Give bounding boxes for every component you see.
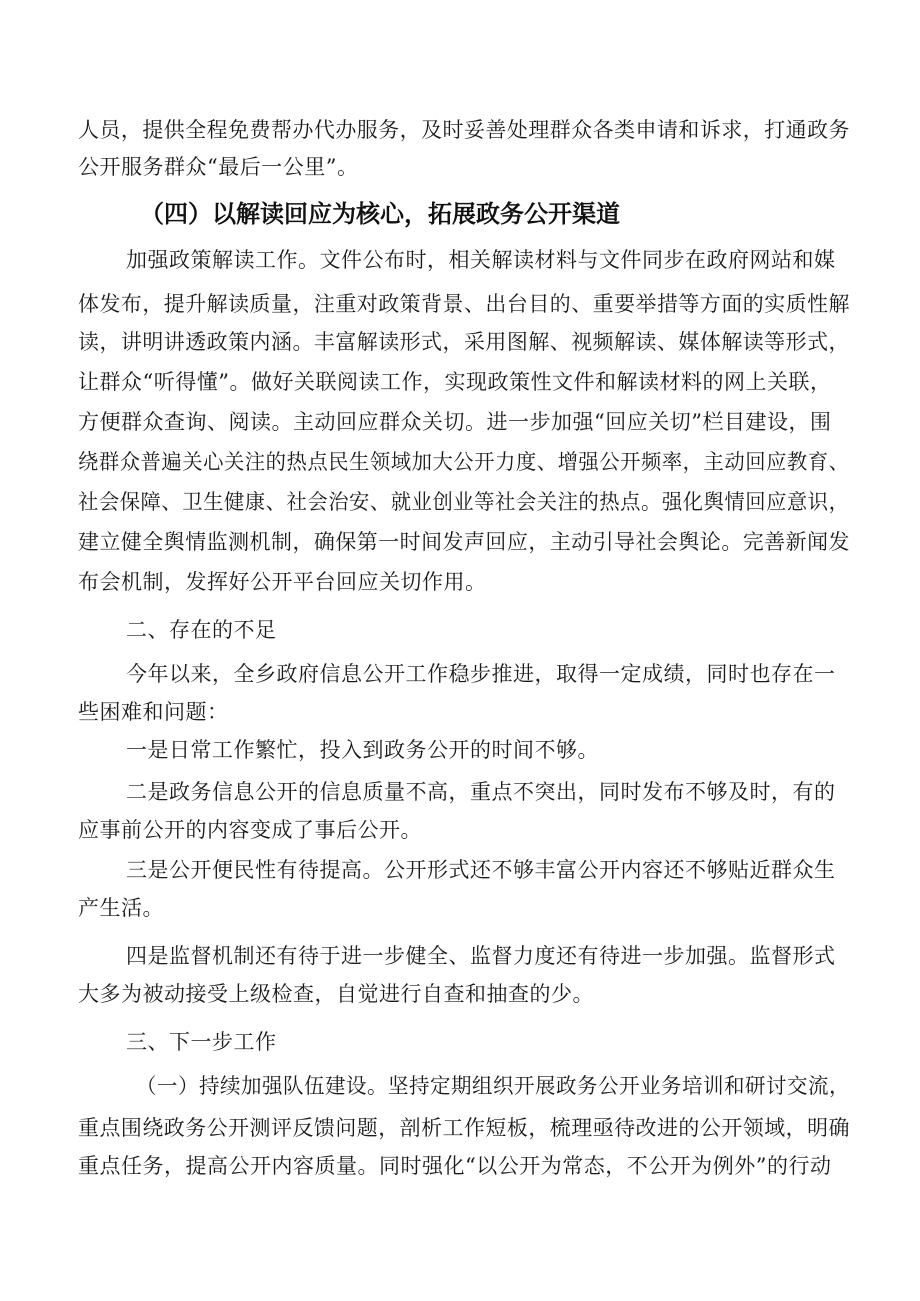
text-line: 布会机制，发挥好公开平台回应关切作用。 bbox=[78, 570, 487, 594]
text-line: 加强政策解读工作。文件公布时，相关解读材料与文件同步在政府网站和媒 bbox=[126, 248, 836, 272]
text-line: 一是日常工作繁忙，投入到政务公开的时间不够。 bbox=[126, 738, 599, 762]
text-line: 二是政务信息公开的信息质量不高，重点不突出，同时发布不够及时，有的 bbox=[126, 780, 836, 804]
text-line: 人员，提供全程免费帮办代办服务，及时妥善处理群众各类申请和诉求，打通政务 bbox=[78, 118, 850, 142]
text-line: 社会保障、卫生健康、社会治安、就业创业等社会关注的热点。强化舆情回应意识， bbox=[78, 490, 850, 514]
text-line: 重点围绕政务公开测评反馈问题，剖析工作短板，梳理亟待改进的公开领域，明确 bbox=[78, 1116, 850, 1140]
text-line: 今年以来，全乡政府信息公开工作稳步推进，取得一定成绩，同时也存在一 bbox=[126, 662, 836, 686]
text-line: 产生活。 bbox=[78, 896, 164, 920]
text-line: 三是公开便民性有待提高。公开形式还不够丰富公开内容还不够贴近群众生 bbox=[126, 858, 836, 882]
text-line: 大多为被动接受上级检查，自觉进行自查和抽查的少。 bbox=[78, 982, 594, 1006]
text-line: 建立健全舆情监测机制，确保第一时间发声回应，主动引导社会舆论。完善新闻发 bbox=[78, 530, 850, 554]
text-line: 重点任务，提高公开内容质量。同时强化“以公开为常态，不公开为例外”的行动 bbox=[78, 1154, 832, 1178]
text-line: 四是监督机制还有待于进一步健全、监督力度还有待进一步加强。监督形式 bbox=[126, 944, 836, 968]
text-line: 读，讲明讲透政策内涵。丰富解读形式，采用图解、视频解读、媒体解读等形式， bbox=[78, 330, 850, 354]
text-line: 体发布，提升解读质量，注重对政策背景、出台目的、重要举措等方面的实质性解 bbox=[78, 292, 850, 316]
text-line: 应事前公开的内容变成了事后公开。 bbox=[78, 818, 422, 842]
section-heading-text: 三、下一步工作 bbox=[126, 1030, 277, 1054]
section-heading-text: 二、存在的不足 bbox=[126, 618, 277, 642]
text-line: 绕群众普遍关心关注的热点民生领域加大公开力度、增强公开频率，主动回应教育、 bbox=[78, 450, 850, 474]
text-line: 些困难和问题： bbox=[78, 700, 229, 724]
text-line: 方便群众查询、阅读。主动回应群众关切。进一步加强“回应关切”栏目建设，围 bbox=[78, 410, 832, 434]
section-heading-4: （四）以解读回应为核心，拓展政务公开渠道 bbox=[140, 200, 620, 228]
text-line: 公开服务群众“最后一公里”。 bbox=[78, 155, 359, 179]
text-line: 让群众“听得懂”。做好关联阅读工作，实现政策性文件和解读材料的网上关联， bbox=[78, 370, 832, 394]
text-line: （一）持续加强队伍建设。坚持定期组织开展政务公开业务培训和研讨交流， bbox=[136, 1074, 850, 1098]
